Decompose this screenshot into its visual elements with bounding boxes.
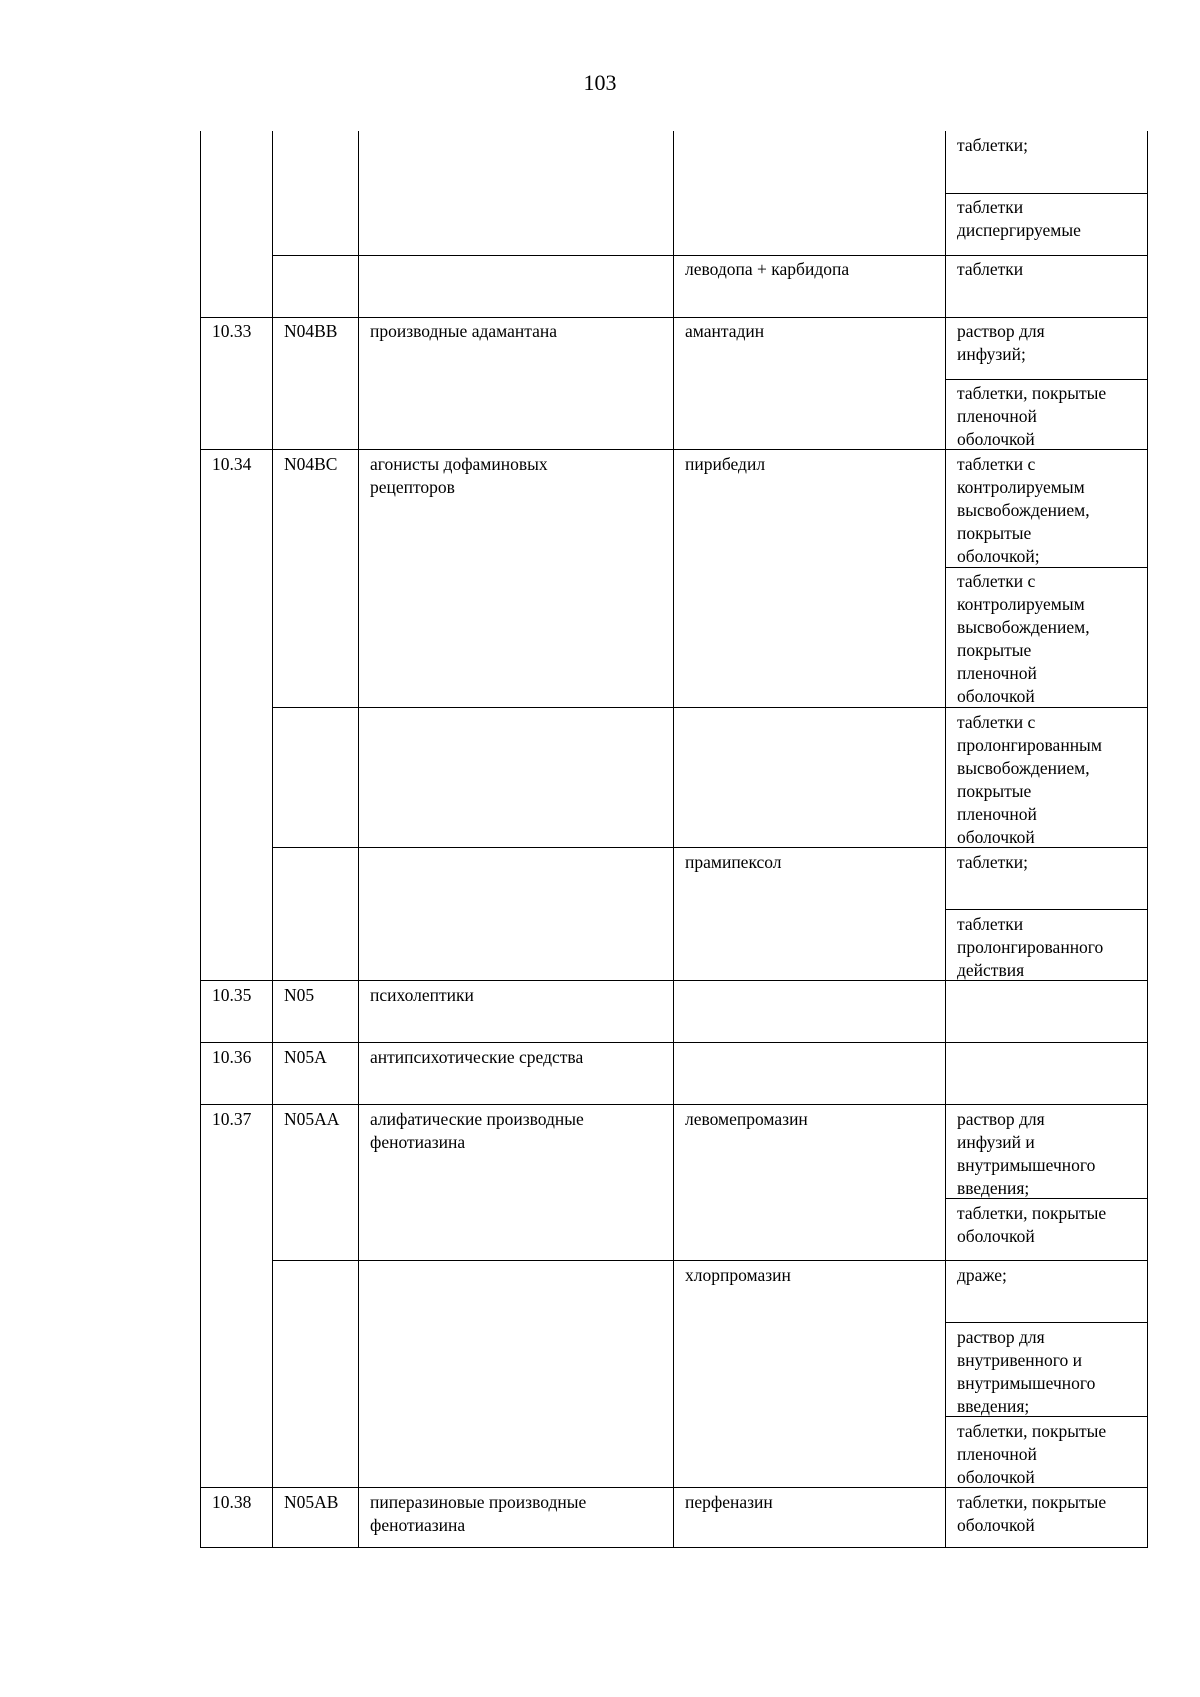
column-divider: [673, 131, 674, 1547]
table-cell-r4-form-b: таблетки с контролируемым высвобождением, покрытые пленочной оболочкой: [957, 571, 1090, 706]
table-cell-r4-drug: пирибедил: [685, 454, 766, 474]
row-divider: [200, 1042, 1147, 1043]
row-divider: [272, 1260, 1147, 1261]
table-cell-r7-group: психолептики: [370, 985, 474, 1005]
row-divider: [272, 255, 1147, 256]
column-divider: [272, 131, 273, 1547]
table-cell-r4-code: N04BC: [284, 454, 338, 474]
table-cell-r11-num: 10.38: [212, 1492, 252, 1512]
row-divider: [945, 379, 1147, 380]
table-cell-r7-code: N05: [284, 985, 315, 1005]
column-divider: [945, 131, 946, 1547]
row-divider: [945, 909, 1147, 910]
table-cell-r1-form-b: таблетки диспергируемые: [957, 197, 1081, 240]
column-divider: [358, 131, 359, 1547]
table-border-right: [1147, 131, 1148, 1547]
table-cell-r11-code: N05AB: [284, 1492, 339, 1512]
table-cell-r8-code: N05A: [284, 1047, 327, 1067]
table-cell-r4-group: агонисты дофаминовых рецепторов: [370, 454, 548, 497]
table-cell-r11-group: пиперазиновые производные фенотиазина: [370, 1492, 587, 1535]
table-cell-r10-form-a: драже;: [957, 1265, 1007, 1285]
table-cell-r6-form-a: таблетки;: [957, 852, 1028, 872]
table-border-left: [200, 131, 201, 1547]
table-cell-r2-drug: леводопа + карбидопа: [685, 259, 850, 279]
table-cell-r6-drug: прамипексол: [685, 852, 782, 872]
table-cell-r11-drug: перфеназин: [685, 1492, 773, 1512]
table-cell-r9-num: 10.37: [212, 1109, 252, 1129]
table-cell-r7-num: 10.35: [212, 985, 252, 1005]
table-cell-r1-form-a: таблетки;: [957, 135, 1028, 155]
table-cell-r5-form: таблетки с пролонгированным высвобождением, покрытые пленочной оболочкой: [957, 712, 1102, 847]
table-cell-r3-form-a: раствор для инфузий;: [957, 321, 1045, 364]
table-cell-r9-group: алифатические производные фенотиазина: [370, 1109, 584, 1152]
table-cell-r9-drug: левомепромазин: [685, 1109, 808, 1129]
row-divider: [200, 1547, 1148, 1548]
table-cell-r6-form-b: таблетки пролонгированного действия: [957, 914, 1104, 980]
page-number: 103: [583, 70, 617, 95]
table-cell-r8-group: антипсихотические средства: [370, 1047, 584, 1067]
row-divider: [200, 317, 1147, 318]
row-divider: [945, 1322, 1147, 1323]
table-cell-r3-group: производные адамантана: [370, 321, 557, 341]
table-cell-r3-form-b: таблетки, покрытые пленочной оболочкой: [957, 383, 1107, 449]
table-cell-r4-form-a: таблетки с контролируемым высвобождением, покрытые оболочкой;: [957, 454, 1090, 566]
table-cell-r9-form-b: таблетки, покрытые оболочкой: [957, 1203, 1107, 1246]
table-cell-r11-form: таблетки, покрытые оболочкой: [957, 1492, 1107, 1535]
table-cell-r4-num: 10.34: [212, 454, 252, 474]
table-cell-r3-num: 10.33: [212, 321, 252, 341]
table-cell-r3-code: N04BB: [284, 321, 338, 341]
table-cell-r9-form-a: раствор для инфузий и внутримышечного введения;: [957, 1109, 1096, 1198]
table-cell-r10-form-c: таблетки, покрытые пленочной оболочкой: [957, 1421, 1107, 1487]
table-cell-r10-form-b: раствор для внутривенного и внутримышечного введения;: [957, 1327, 1096, 1416]
row-divider: [200, 1104, 1147, 1105]
table-cell-r3-drug: амантадин: [685, 321, 765, 341]
table-cell-r8-num: 10.36: [212, 1047, 252, 1067]
row-divider: [945, 193, 1147, 194]
table-cell-r10-drug: хлорпромазин: [685, 1265, 791, 1285]
table-cell-r2-form: таблетки: [957, 259, 1024, 279]
table-cell-r9-code: N05AA: [284, 1109, 340, 1129]
